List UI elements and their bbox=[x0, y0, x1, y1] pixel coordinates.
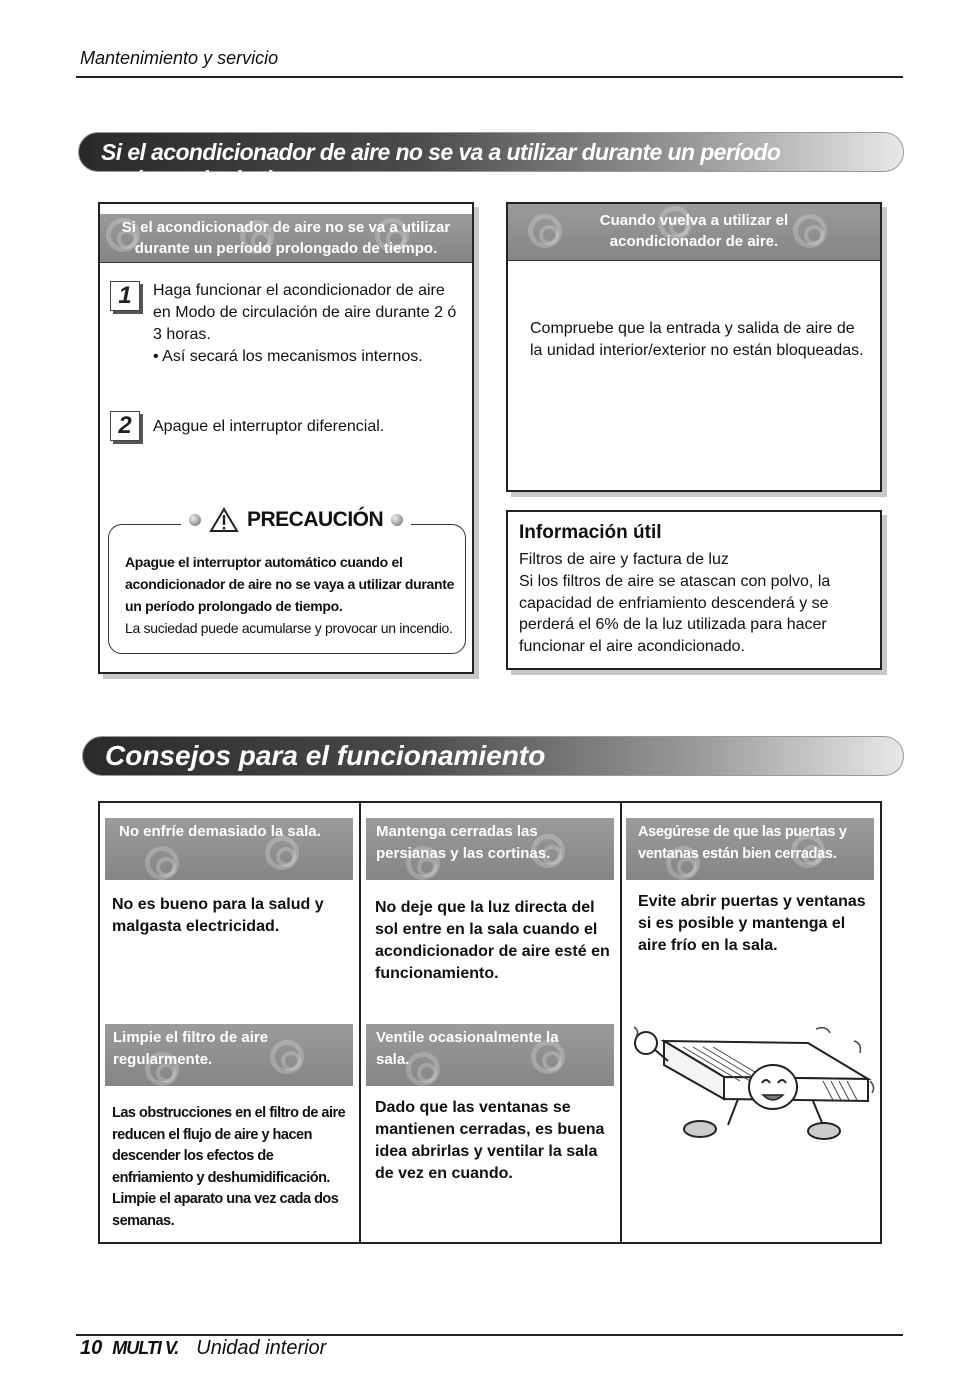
column-divider bbox=[620, 803, 622, 1244]
reuse-heading bbox=[508, 204, 880, 260]
page-number: 10 bbox=[80, 1337, 103, 1359]
step-1-note: • Así secará los mecanismos internos. bbox=[153, 348, 423, 365]
swirl-decoration-icon bbox=[528, 214, 562, 248]
reuse-heading-text: Cuando vuelva a utilizar el acondicionador de aire. bbox=[599, 212, 789, 250]
caution-title: PRECAUCIÓN bbox=[247, 508, 384, 531]
useful-info-box bbox=[506, 510, 882, 670]
useful-info-title: Información útil bbox=[519, 522, 662, 543]
footer-text: Unidad interior bbox=[196, 1337, 327, 1359]
caution-bold-text: Apague el interruptor automático cuando el acondicionador de aire no se vaya a utilizar durante un período prolongado de tiempo. bbox=[125, 554, 455, 614]
cartoon-air-conditioner-illustration bbox=[628, 1021, 880, 1143]
step-1-text: Haga funcionar el acondicionador de aire en Modo de circulación de aire durante 2 ó 3 horas. • Así secará los mecanismos internos. bbox=[153, 282, 457, 365]
footer-divider bbox=[76, 1334, 903, 1336]
step-1-number: 1 bbox=[110, 281, 140, 311]
section-header: Mantenimiento y servicio bbox=[80, 48, 279, 68]
warning-triangle-icon bbox=[209, 507, 239, 533]
useful-info-subtitle: Filtros de aire y factura de luz bbox=[519, 551, 729, 568]
swirl-decoration-icon bbox=[265, 836, 299, 870]
tip-5-text: Dado que las ventanas se mantienen cerradas, es buena idea abrirlas y ventilar la sala de vez en cuando. bbox=[375, 1099, 605, 1182]
tip-2-text: No deje que la luz directa del sol entre en la sala cuando el acondicionador de aire esté en funcionamiento. bbox=[375, 899, 610, 982]
storage-procedure-heading-text: Si el acondicionador de aire no se va a utilizar durante un período prolongado de tiempo. bbox=[121, 219, 451, 257]
tip-3-heading: Asegúrese de que las puertas y ventanas están bien cerradas. bbox=[626, 818, 874, 880]
header-divider bbox=[76, 76, 903, 78]
footer bbox=[80, 1337, 326, 1360]
section-banner-tips: Consejos para el funcionamiento bbox=[82, 736, 904, 776]
tip-3-text: Evite abrir puertas y ventanas si es posible y mantenga el aire frío en la sala. bbox=[638, 893, 866, 954]
column-divider bbox=[359, 803, 361, 1244]
tip-4-heading: Limpie el filtro de aire regularmente. bbox=[105, 1024, 353, 1086]
storage-procedure-heading bbox=[100, 214, 472, 262]
caution-label bbox=[181, 507, 411, 533]
swirl-decoration-icon bbox=[145, 846, 179, 880]
caution-normal-text: La suciedad puede acumularse y provocar un incendio. bbox=[125, 620, 453, 636]
section-banner-storage: Si el acondicionador de aire no se va a utilizar durante un período prolongado de tiempo. bbox=[78, 132, 904, 172]
bullet-dot-icon bbox=[189, 514, 201, 526]
tip-5-heading: Ventile ocasionalmente la sala. bbox=[366, 1024, 614, 1086]
tip-1-text: No es bueno para la salud y malgasta electricidad. bbox=[112, 896, 324, 935]
tips-grid bbox=[98, 801, 882, 1244]
storage-procedure-box bbox=[98, 202, 474, 674]
useful-info-text: Si los filtros de aire se atascan con polvo, la capacidad de enfriamiento descenderá y se perderá el 6% de la luz utilizada para hacer funcionar el aire acondicionado. bbox=[519, 573, 831, 655]
step-2-text: Apague el interruptor diferencial. bbox=[153, 418, 385, 435]
reuse-text: Compruebe que la entrada y salida de aire de la unidad interior/exterior no están bloqueadas. bbox=[530, 320, 864, 359]
brand-logo: MULTI V. bbox=[112, 1338, 179, 1358]
step-2-number: 2 bbox=[110, 411, 140, 441]
caution-box bbox=[108, 508, 466, 654]
tip-2-heading: Mantenga cerradas las persianas y las cortinas. bbox=[366, 818, 614, 880]
tip-1-heading: No enfríe demasiado la sala. bbox=[105, 818, 353, 880]
tip-4-text: Las obstrucciones en el filtro de aire reducen el flujo de aire y hacen descender los efectos de enfriamiento y deshumidificación. Limpie el aparato una vez cada dos semanas. bbox=[112, 1105, 346, 1229]
bullet-dot-icon bbox=[391, 514, 403, 526]
reuse-box bbox=[506, 202, 882, 492]
